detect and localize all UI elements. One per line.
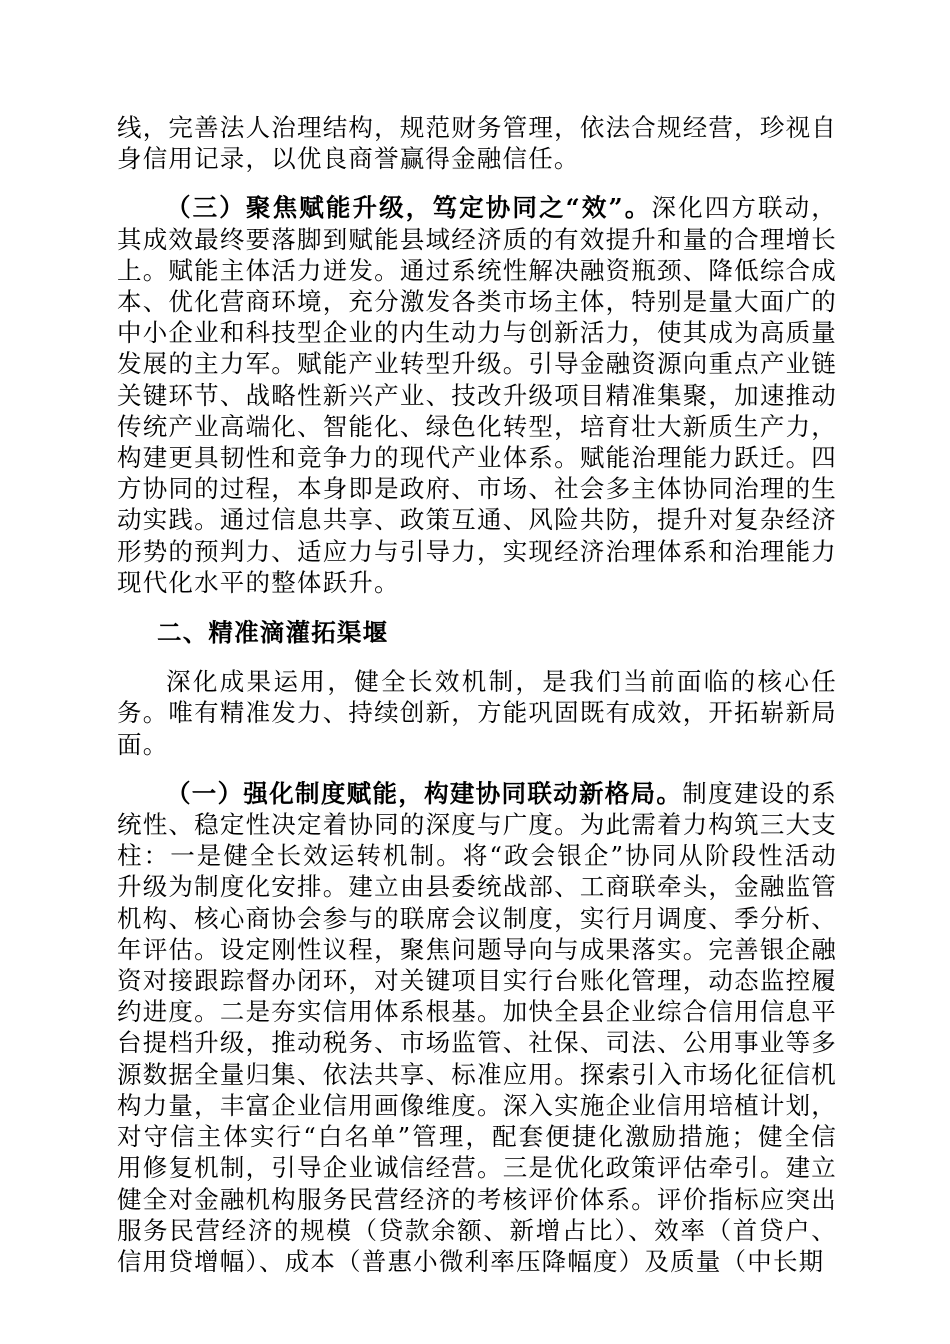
paragraph-continuation-text: 线，完善法人治理结构，规范财务管理，依法合规经营，珍视自身信用记录，以优良商誉赢得金融信任。	[117, 113, 837, 174]
section-3-lead: （三）聚焦赋能升级，笃定协同之“效”。	[166, 193, 652, 223]
document-body	[117, 112, 837, 1277]
paragraph-intro-text: 深化成果运用，健全长效机制，是我们当前面临的核心任务。唯有精准发力、持续创新，方能巩固既有成效，开拓崭新局面。	[117, 667, 837, 759]
paragraph-intro	[117, 666, 837, 760]
paragraph-continuation	[117, 112, 837, 174]
subsection-1-body: 制度建设的系统性、稳定性决定着协同的深度与广度。为此需着力构筑三大支柱：一是健全长效运转机制。将“政会银企”协同从阶段性活动升级为制度化安排。建立由县委统战部、工商联牵头，金融监管机构、核心商协会参与的联席会议制度，实行月调度、季分析、年评估。设定刚性议程，聚焦问题导向与成果落实。完善银企融资对接跟踪督办闭环，对关键项目实行台账化管理，动态监控履约进度。二是夯实信用体系根基。加快全县企业综合信用信息平台提档升级，推动税务、市场监管、社保、司法、公用事业等多源数据全量归集、依法共享、标准应用。探索引入市场化征信机构力量，丰富企业信用画像维度。深入实施企业信用培植计划，对守信主体实行“白名单”管理，配套便捷化激励措施；健全信用修复机制，引导企业诚信经营。三是优化政策评估牵引。建立健全对金融机构服务民营经济的考核评价体系。评价指标应突出服务民营经济的规模（贷款余额、新增占比）、效率（首贷户、信用贷增幅）、成本（普惠小微利率压降幅度）及质量（中长期	[117, 778, 838, 1276]
paragraph-subsection-1	[117, 778, 837, 1277]
paragraph-section-3	[117, 192, 837, 598]
section-3-body: 深化四方联动，其成效最终要落脚到赋能县域经济质的有效提升和量的合理增长上。赋能主体活力迸发。通过系统性解决融资瓶颈、降低综合成本、优化营商环境，充分激发各类市场主体，特别是量大面广的中小企业和科技型企业的内生动力与创新活力，使其成为高质量发展的主力军。赋能产业转型升级。引导金融资源向重点产业链关键环节、战略性新兴产业、技改升级项目精准集聚，加速推动传统产业高端化、智能化、绿色化转型，培育壮大新质生产力，构建更具韧性和竞争力的现代产业体系。赋能治理能力跃迁。四方协同的过程，本身即是政府、市场、社会多主体协同治理的生动实践。通过信息共享、政策互通、风险共防，提升对复杂经济形势的预判力、适应力与引导力，实现经济治理体系和治理能力现代化水平的整体跃升。	[117, 193, 838, 597]
subsection-1-lead: （一）强化制度赋能，构建协同联动新格局。	[166, 778, 683, 808]
section-heading-2: 二、精准滴灌拓渠堰	[157, 618, 389, 648]
